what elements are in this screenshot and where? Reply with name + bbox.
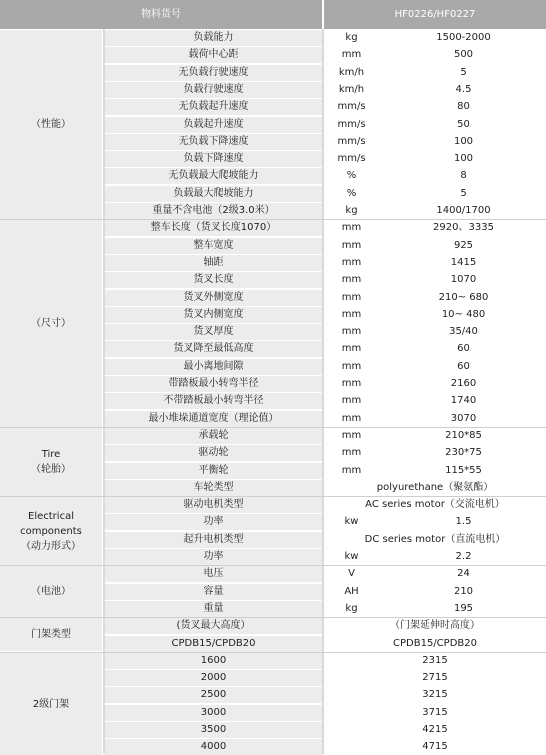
row-unit: mm (324, 307, 379, 323)
row-unit: mm (324, 272, 379, 288)
group-label-cell (0, 220, 102, 426)
row-value: 1500-2000 (381, 30, 546, 46)
row-value: 3715 (324, 705, 546, 721)
group-label-cell (0, 618, 102, 651)
row-value: 50 (381, 117, 546, 133)
group-label-cell (0, 653, 102, 755)
row-unit: AH (324, 584, 379, 600)
row-value: 4215 (324, 722, 546, 738)
row-unit: mm (324, 411, 379, 427)
row-value: 100 (381, 134, 546, 150)
row-unit: mm/s (324, 117, 379, 133)
row-item: CPDB15/CPDB20 (105, 636, 322, 652)
row-value: 1.5 (381, 514, 546, 530)
row-item: 最小离地间隙 (105, 359, 322, 375)
row-value: 5 (381, 65, 546, 81)
row-value: 500 (381, 47, 546, 63)
row-unit: V (324, 566, 379, 582)
row-item: 2500 (105, 687, 322, 703)
group-label: Electrical (28, 510, 74, 522)
row-item: 最小堆垛通道宽度（理论值） (105, 411, 322, 427)
row-value: 1415 (381, 255, 546, 271)
row-item: 重量 (105, 601, 322, 617)
row-item: 轴距 (105, 255, 322, 271)
row-unit: km/h (324, 65, 379, 81)
row-value: 80 (381, 99, 546, 115)
row-item: 货叉内侧宽度 (105, 307, 322, 323)
row-item: 负载下降速度 (105, 151, 322, 167)
row-unit: kg (324, 30, 379, 46)
row-unit: kg (324, 203, 379, 219)
row-item: (货叉最大高度） (105, 618, 322, 634)
row-item: 负载能力 (105, 30, 322, 46)
row-value: 8 (381, 168, 546, 184)
row-value: 4715 (324, 739, 546, 755)
row-value: 10~ 480 (381, 307, 546, 323)
row-item: 平衡轮 (105, 463, 322, 479)
row-item: 负载起升速度 (105, 117, 322, 133)
row-unit: mm/s (324, 151, 379, 167)
group-label-cell (0, 497, 102, 565)
row-value: 2920、3335 (381, 220, 546, 236)
row-item: 无负载最大爬坡能力 (105, 168, 322, 184)
group-label-cell (0, 566, 102, 617)
row-value: 4.5 (381, 82, 546, 98)
row-value: 230*75 (381, 445, 546, 461)
row-unit: mm (324, 220, 379, 236)
header-label-cell (0, 0, 322, 29)
row-item: 载荷中心距 (105, 47, 322, 63)
row-item: 3500 (105, 722, 322, 738)
row-item: 不带踏板最小转弯半径 (105, 393, 322, 409)
row-value: 1740 (381, 393, 546, 409)
row-value: AC series motor（交流电机） (324, 497, 546, 513)
row-value: 2160 (381, 376, 546, 392)
row-value: 115*55 (381, 463, 546, 479)
row-item: 功率 (105, 549, 322, 565)
row-item: 货叉降至最低高度 (105, 341, 322, 357)
row-unit: mm/s (324, 99, 379, 115)
row-item: 电压 (105, 566, 322, 582)
group-label: components (20, 525, 82, 537)
group-label: Tire (41, 448, 61, 460)
header-model-cell (324, 0, 546, 29)
row-item: 重量不含电池（2级3.0米） (105, 203, 322, 219)
group-label: 2级门架 (32, 698, 70, 710)
row-unit: kw (324, 549, 379, 565)
row-item: 货叉长度 (105, 272, 322, 288)
row-item: 驱动轮 (105, 445, 322, 461)
row-unit: mm (324, 341, 379, 357)
row-item: 1600 (105, 653, 322, 669)
row-unit: mm (324, 376, 379, 392)
row-item: 驱动电机类型 (105, 497, 322, 513)
row-item: 3000 (105, 705, 322, 721)
row-value: 35/40 (381, 324, 546, 340)
row-unit: mm (324, 238, 379, 254)
row-item: 起升电机类型 (105, 532, 322, 548)
header-model: HF0226/HF0227 (394, 9, 476, 20)
row-item: 车轮类型 (105, 480, 322, 496)
row-value: 2715 (324, 670, 546, 686)
row-value: 2.2 (381, 549, 546, 565)
row-unit: mm (324, 255, 379, 271)
row-value: 210~ 680 (381, 290, 546, 306)
row-value: 210*85 (381, 428, 546, 444)
group-label: （尺寸） (31, 317, 71, 329)
row-item: 功率 (105, 514, 322, 530)
row-unit: mm (324, 47, 379, 63)
row-unit: mm (324, 428, 379, 444)
group-label-cell (0, 30, 102, 219)
row-unit: km/h (324, 82, 379, 98)
row-item: 带踏板最小转弯半径 (105, 376, 322, 392)
row-value: 1400/1700 (381, 203, 546, 219)
row-item: 货叉厚度 (105, 324, 322, 340)
row-item: 4000 (105, 739, 322, 755)
row-item: 货叉外侧宽度 (105, 290, 322, 306)
row-value: 210 (381, 584, 546, 600)
row-unit: mm (324, 290, 379, 306)
row-item: 整车长度（货叉长度1070） (105, 220, 322, 236)
row-value: DC series motor（直流电机） (324, 532, 546, 548)
row-value: 24 (381, 566, 546, 582)
row-value: 3215 (324, 687, 546, 703)
row-value: 195 (381, 601, 546, 617)
group-label: （性能） (31, 119, 71, 130)
row-unit: kg (324, 601, 379, 617)
row-value: 925 (381, 238, 546, 254)
row-value: CPDB15/CPDB20 (324, 636, 546, 652)
row-unit: % (324, 168, 379, 184)
group-label: 门架类型 (31, 629, 71, 641)
row-unit: mm (324, 445, 379, 461)
group-label-cell (0, 428, 102, 496)
row-item: 2000 (105, 670, 322, 686)
row-unit: mm (324, 359, 379, 375)
row-value: 1070 (381, 272, 546, 288)
row-item: 负载行驶速度 (105, 82, 322, 98)
group-label: （轮胎） (31, 463, 71, 475)
row-value: 3070 (381, 411, 546, 427)
row-value: （门架延伸时高度） (324, 618, 546, 634)
row-item: 整车宽度 (105, 238, 322, 254)
row-item: 容量 (105, 584, 322, 600)
row-value: polyurethane（聚氨酯） (324, 480, 546, 496)
row-item: 承载轮 (105, 428, 322, 444)
row-item: 无负载下降速度 (105, 134, 322, 150)
row-item: 无负载行驶速度 (105, 65, 322, 81)
row-unit: % (324, 186, 379, 202)
group-label: （动力形式） (21, 540, 81, 552)
row-value: 5 (381, 186, 546, 202)
row-item: 无负载起升速度 (105, 99, 322, 115)
row-value: 100 (381, 151, 546, 167)
header-label: 物料货号 (141, 9, 181, 20)
row-unit: kw (324, 514, 379, 530)
row-unit: mm (324, 393, 379, 409)
group-label: （电池） (31, 586, 71, 598)
row-value: 60 (381, 359, 546, 375)
row-value: 2315 (324, 653, 546, 669)
row-unit: mm (324, 463, 379, 479)
row-item: 负载最大爬坡能力 (105, 186, 322, 202)
row-unit: mm/s (324, 134, 379, 150)
row-value: 60 (381, 341, 546, 357)
row-unit: mm (324, 324, 379, 340)
